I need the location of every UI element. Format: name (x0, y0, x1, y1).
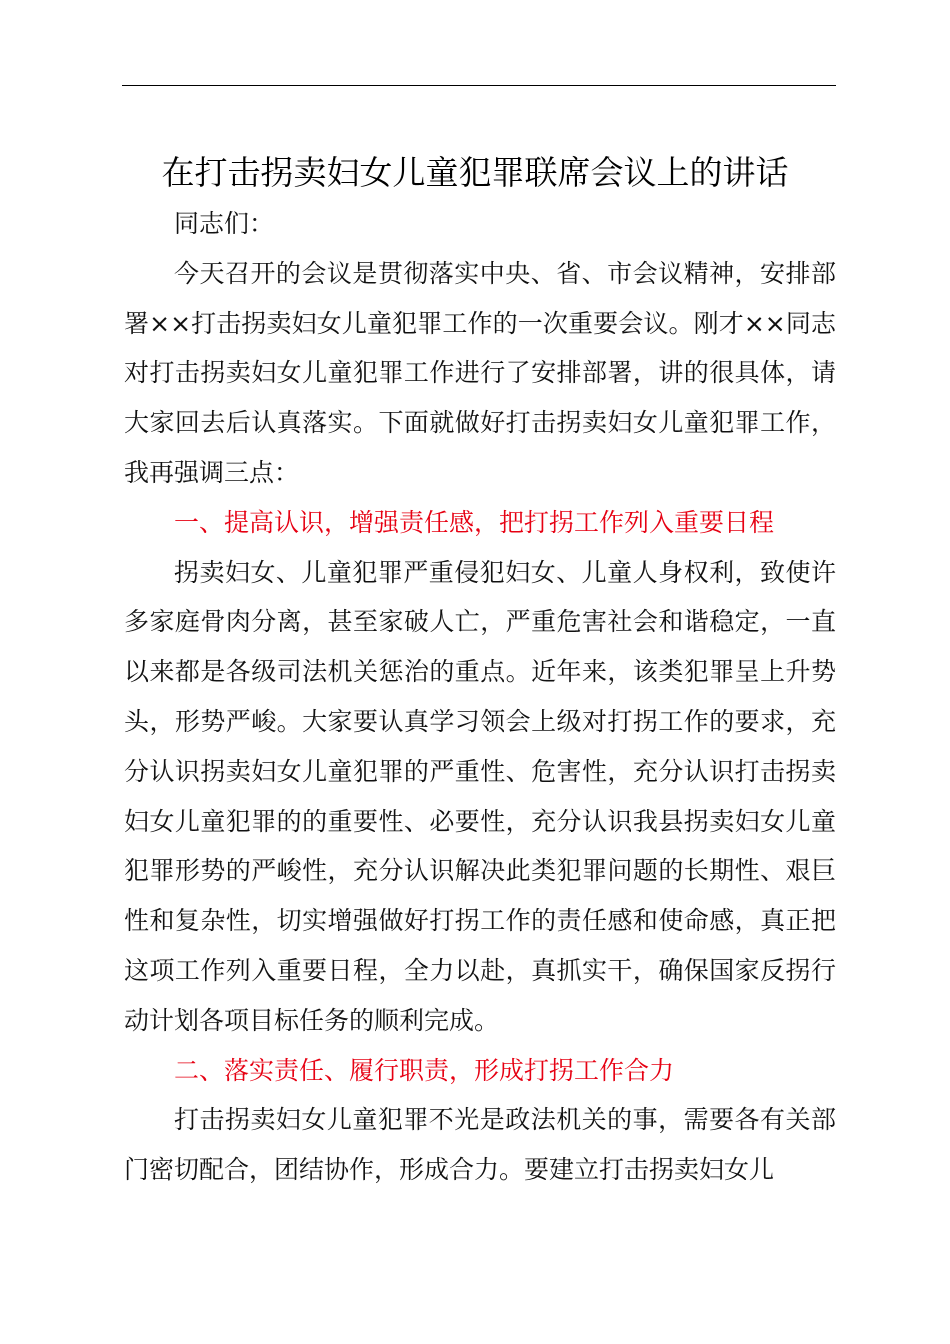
section-heading-2: 二、落实责任、履行职责，形成打拐工作合力 (174, 1055, 675, 1085)
section-body-1: 拐卖妇女、儿童犯罪严重侵犯妇女、儿童人身权利，致使许多家庭骨肉分离，甚至家破人亡，严重危害社会和谐稳定，一直以来都是各级司法机关惩治的重点。近年来，该类犯罪呈上升势头，形势严峻。大家要认真学习领会上级对打拐工作的要求，充分认识拐卖妇女儿童犯罪的严重性、危害性，充分认识打击拐卖妇女儿童犯罪的的重要性、必要性，充分认识我县拐卖妇女儿童犯罪形势的严峻性，充分认识解决此类犯罪问题的长期性、艰巨性和复杂性，切实增强做好打拐工作的责任感和使命感，真正把这项工作列入重要日程，全力以赴，真抓实干，确保国家反拐行动计划各项目标任务的顺利完成。 (124, 557, 836, 1035)
section-body-2: 打击拐卖妇女儿童犯罪不光是政法机关的事，需要各有关部门密切配合，团结协作，形成合力。要建立打击拐卖妇女儿 (124, 1105, 836, 1185)
section-heading-1: 一、提高认识，增强责任感，把打拐工作列入重要日程 (174, 507, 775, 537)
document-body (124, 199, 836, 1195)
document-title: 在打击拐卖妇女儿童犯罪联席会议上的讲话 (161, 153, 789, 192)
header-rule (122, 85, 836, 86)
salutation: 同志们： (174, 209, 275, 238)
intro-paragraph: 今天召开的会议是贯彻落实中央、省、市会议精神，安排部署××打击拐卖妇女儿童犯罪工作的一次重要会议。刚才××同志对打击拐卖妇女儿童犯罪工作进行了安排部署，讲的很具体，请大家回去后认真落实。下面就做好打击拐卖妇女儿童犯罪工作，我再强调三点： (124, 258, 836, 487)
